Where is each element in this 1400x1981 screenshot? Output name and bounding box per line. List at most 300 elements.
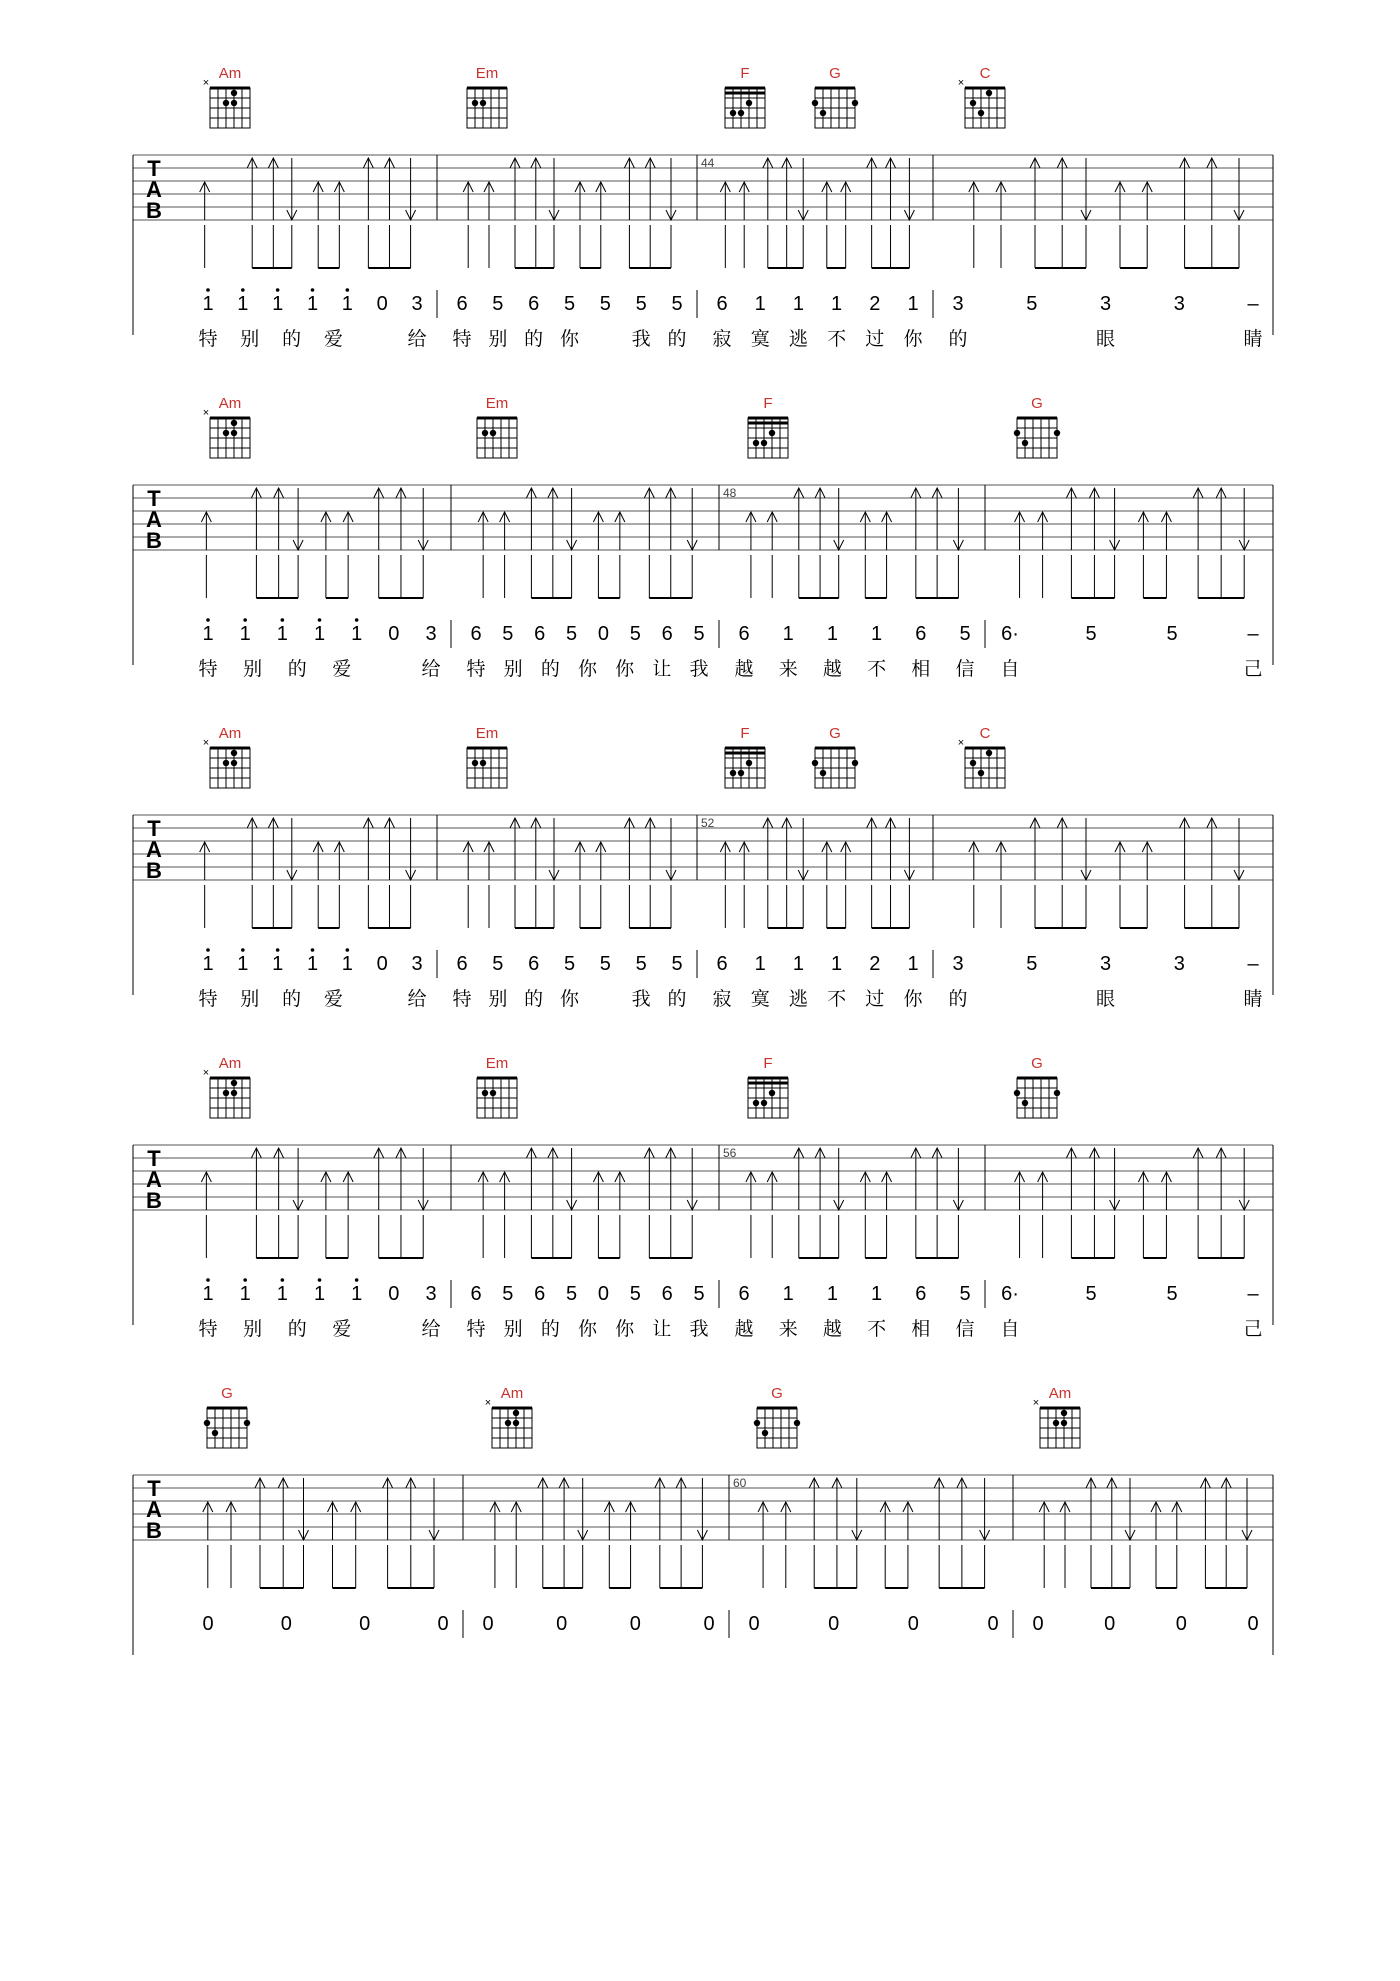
finger-dot (730, 110, 736, 116)
chord-name: G (829, 725, 841, 742)
lyric-char: 己 (1243, 1318, 1263, 1340)
lyric-char: 的 (287, 1318, 307, 1340)
finger-dot (746, 760, 752, 766)
chord-diagram (203, 65, 250, 128)
lyric-char: 我 (631, 988, 651, 1010)
jianpu-note: 1 (202, 293, 214, 315)
chord-diagram (467, 65, 507, 128)
jianpu-note: 5 (599, 953, 611, 975)
jianpu-note: 5 (671, 293, 683, 315)
mute-mark: × (202, 737, 210, 749)
lyric-char: 不 (867, 658, 887, 680)
jianpu-note: 5 (563, 293, 576, 315)
jianpu-note: 5 (959, 623, 971, 645)
finger-dot (204, 1420, 210, 1426)
jianpu-note: 5 (492, 953, 504, 975)
lyric-char: 特 (452, 328, 472, 350)
finger-dot (223, 100, 229, 106)
jianpu-note: 0 (828, 1613, 840, 1635)
lyric-char: 特 (198, 988, 218, 1010)
finger-dot (986, 90, 992, 96)
high-octave-dot (206, 1278, 210, 1282)
jianpu-note: 5 (1026, 953, 1038, 975)
jianpu-note: 6 (470, 623, 482, 645)
lyric-char: 爱 (323, 328, 343, 350)
jianpu-note: 0 (388, 1283, 400, 1305)
finger-dot (1054, 430, 1060, 436)
chord-diagram (203, 395, 250, 458)
lyric-char: 信 (955, 658, 975, 680)
lyric-char: 让 (652, 658, 672, 680)
lyric-char: 别 (240, 988, 260, 1010)
jianpu-note: 1 (272, 293, 284, 315)
lyric-char: 的 (948, 328, 968, 350)
jianpu-note: 5 (693, 1283, 705, 1305)
jianpu-note: 0 (597, 1283, 609, 1305)
chord-diagram (725, 65, 765, 128)
finger-dot (480, 760, 486, 766)
jianpu-note: 1 (341, 293, 353, 315)
tab-letter: A (146, 837, 162, 862)
mute-mark: × (202, 407, 210, 419)
lyric-char: 你 (577, 1318, 598, 1340)
chord-diagram (1033, 1385, 1080, 1448)
jianpu-note: 3 (411, 953, 423, 975)
lyric-char: 越 (822, 658, 842, 680)
jianpu-note: 0 (359, 1613, 371, 1635)
jianpu-note: 1 (351, 623, 363, 645)
jianpu-note: 5 (566, 623, 578, 645)
chord-diagram (958, 65, 1005, 128)
lyric-char: 我 (689, 658, 709, 680)
jianpu-note: 3 (952, 293, 964, 315)
chord-diagram (748, 1055, 788, 1118)
high-octave-dot (346, 948, 350, 952)
chord-name: F (763, 395, 773, 412)
jianpu-note: 6 (738, 623, 750, 645)
finger-dot (761, 440, 767, 446)
measure-number: 48 (723, 486, 737, 500)
mute-mark: × (484, 1397, 492, 1409)
jianpu-note: 5 (1085, 1283, 1097, 1305)
lyric-char: 相 (911, 1318, 931, 1340)
jianpu-note: 3 (425, 1283, 437, 1305)
high-octave-dot (355, 618, 359, 622)
lyric-char: 寂 (712, 988, 732, 1010)
jianpu-note: 0 (202, 1613, 214, 1635)
lyric-char: 别 (243, 658, 263, 680)
lyric-char: 你 (615, 658, 635, 680)
jianpu-note: 1 (871, 623, 883, 645)
tab-row (133, 1055, 1273, 1340)
lyric-char: 别 (503, 1318, 523, 1340)
jianpu-note: 1 (826, 1283, 838, 1305)
lyric-char: 的 (948, 988, 968, 1010)
jianpu-note: 5 (959, 1283, 971, 1305)
lyric-char: 的 (667, 988, 687, 1010)
lyric-char: 让 (652, 1318, 672, 1340)
finger-dot (513, 1410, 519, 1416)
lyric-char: 信 (955, 1318, 975, 1340)
lyric-char: 不 (827, 988, 847, 1010)
jianpu-note: 6 (528, 953, 540, 975)
jianpu-note: 0 (376, 293, 388, 315)
finger-dot (231, 1080, 237, 1086)
jianpu-note: 5 (502, 1283, 514, 1305)
finger-dot (761, 1100, 767, 1106)
finger-dot (231, 760, 237, 766)
tab-row (133, 725, 1273, 1010)
chord-name: F (740, 65, 750, 82)
jianpu-note: 5 (502, 623, 514, 645)
chord-name: Am (1048, 1385, 1072, 1402)
lyric-char: 爱 (332, 658, 352, 680)
tab-letter: T (147, 486, 161, 511)
high-octave-dot (276, 948, 280, 952)
mute-mark: × (202, 77, 210, 89)
finger-dot (1022, 1100, 1028, 1106)
finger-dot (812, 100, 818, 106)
jianpu-note: 3 (425, 623, 437, 645)
jianpu-note: 1 (313, 623, 326, 645)
tab-letter: B (146, 528, 162, 553)
high-octave-dot (241, 288, 245, 292)
jianpu-note: 6 (915, 1283, 927, 1305)
chord-diagram (754, 1385, 800, 1448)
chord-name: G (771, 1385, 783, 1402)
lyric-char: 我 (689, 1318, 709, 1340)
jianpu-note: 1 (306, 953, 319, 975)
high-octave-dot (206, 288, 210, 292)
finger-dot (753, 440, 759, 446)
finger-dot (769, 1090, 775, 1096)
lyric-char: 你 (903, 988, 923, 1010)
finger-dot (986, 750, 992, 756)
jianpu-note: 1 (239, 623, 251, 645)
jianpu-note: 6 (661, 1283, 673, 1305)
jianpu-note: 5 (635, 293, 647, 315)
jianpu-note: 5 (693, 623, 705, 645)
tab-row (133, 65, 1273, 350)
jianpu-note: 0 (1032, 1613, 1044, 1635)
jianpu-note: 3 (1173, 953, 1185, 975)
chord-diagram (485, 1385, 532, 1448)
finger-dot (231, 750, 237, 756)
finger-dot (1053, 1420, 1059, 1426)
jianpu-note: 6 (716, 953, 728, 975)
jianpu-note: 1 (276, 1283, 288, 1305)
finger-dot (738, 110, 744, 116)
measure-number: 56 (723, 1146, 737, 1160)
chord-name: F (763, 1055, 773, 1072)
jianpu-note: 1 (831, 953, 843, 975)
tab-letter: A (146, 177, 162, 202)
lyric-char: 逃 (788, 988, 808, 1010)
jianpu-note: 1 (202, 1283, 214, 1305)
lyric-char: 寞 (750, 328, 770, 350)
lyric-char: 越 (734, 658, 754, 680)
tab-letter: T (147, 1146, 161, 1171)
finger-dot (738, 770, 744, 776)
jianpu-note: 1 (351, 1283, 363, 1305)
jianpu-note: 5 (635, 953, 647, 975)
jianpu-note: 1 (341, 953, 353, 975)
jianpu-note: 5 (1026, 293, 1038, 315)
jianpu-note: – (1247, 293, 1259, 315)
finger-dot (482, 430, 488, 436)
jianpu-note: 1 (202, 953, 214, 975)
jianpu-note: 1 (313, 1283, 326, 1305)
high-octave-dot (311, 948, 315, 952)
jianpu-note: – (1247, 953, 1259, 975)
jianpu-note: 0 (376, 953, 388, 975)
chord-name: G (1031, 1055, 1043, 1072)
finger-dot (852, 760, 858, 766)
jianpu-note: 0 (388, 623, 400, 645)
finger-dot (852, 100, 858, 106)
high-octave-dot (318, 618, 322, 622)
finger-dot (490, 1090, 496, 1096)
finger-dot (480, 100, 486, 106)
chord-name: Em (475, 65, 499, 82)
jianpu-note: 5 (563, 953, 576, 975)
high-octave-dot (206, 948, 210, 952)
finger-dot (212, 1430, 218, 1436)
finger-dot (794, 1420, 800, 1426)
chord-name: C (979, 65, 991, 82)
chord-name: C (979, 725, 991, 742)
chord-name: Am (500, 1385, 524, 1402)
jianpu-note: 1 (907, 293, 919, 315)
lyric-char: 自 (1000, 1318, 1020, 1340)
jianpu-note: 0 (987, 1613, 999, 1635)
measure-number: 44 (701, 156, 715, 170)
tab-letter: B (146, 198, 162, 223)
high-octave-dot (243, 1278, 247, 1282)
finger-dot (490, 430, 496, 436)
lyric-char: 来 (778, 658, 798, 680)
jianpu-note: 1 (754, 293, 766, 315)
finger-dot (223, 430, 229, 436)
finger-dot (820, 110, 826, 116)
jianpu-note: 0 (1247, 1613, 1259, 1635)
lyric-char: 来 (778, 1318, 798, 1340)
finger-dot (231, 430, 237, 436)
jianpu-note: 0 (748, 1613, 760, 1635)
finger-dot (769, 430, 775, 436)
chord-name: Em (475, 725, 499, 742)
lyric-char: 给 (407, 988, 427, 1010)
lyric-char: 特 (198, 1318, 218, 1340)
finger-dot (505, 1420, 511, 1426)
chord-name: Am (218, 65, 242, 82)
finger-dot (812, 760, 818, 766)
jianpu-note: 6 (470, 1283, 482, 1305)
lyric-char: 你 (615, 1318, 635, 1340)
jianpu-note: 2 (869, 293, 881, 315)
lyric-char: 的 (524, 988, 544, 1010)
lyric-char: 寞 (750, 988, 770, 1010)
lyric-char: 不 (827, 328, 847, 350)
jianpu-note: 5 (1085, 623, 1097, 645)
finger-dot (970, 760, 976, 766)
lyric-char: 的 (524, 328, 544, 350)
mute-mark: × (957, 77, 965, 89)
jianpu-note: 6 (534, 623, 546, 645)
finger-dot (1061, 1410, 1067, 1416)
jianpu-note: 1 (782, 1283, 794, 1305)
finger-dot (978, 770, 984, 776)
lyric-char: 你 (903, 328, 923, 350)
finger-dot (472, 100, 478, 106)
chord-diagram (204, 1385, 250, 1448)
high-octave-dot (243, 618, 247, 622)
jianpu-note: 6 (456, 953, 468, 975)
jianpu-note: 5 (566, 1283, 578, 1305)
finger-dot (1014, 1090, 1020, 1096)
measure-number: 60 (733, 1476, 747, 1490)
finger-dot (482, 1090, 488, 1096)
tab-letter: T (147, 156, 161, 181)
jianpu-note: 6 (528, 293, 540, 315)
jianpu-note: 1 (831, 293, 843, 315)
finger-dot (244, 1420, 250, 1426)
jianpu-note: 6 (915, 623, 927, 645)
finger-dot (820, 770, 826, 776)
lyric-char: 别 (240, 328, 260, 350)
jianpu-note: 1 (202, 623, 214, 645)
jianpu-note: 6 (716, 293, 728, 315)
tab-letter: B (146, 1188, 162, 1213)
chord-name: Em (485, 395, 509, 412)
lyric-char: 我 (631, 328, 651, 350)
chord-diagram (812, 725, 858, 788)
jianpu-note: 3 (1099, 293, 1112, 315)
tab-letter: T (147, 816, 161, 841)
jianpu-note: 5 (671, 953, 683, 975)
lyric-char: 越 (734, 1318, 754, 1340)
jianpu-note: 1 (237, 293, 249, 315)
jianpu-note: 1 (826, 623, 838, 645)
lyric-char: 你 (559, 328, 580, 350)
lyric-char: 别 (488, 328, 508, 350)
jianpu-note: 0 (556, 1613, 568, 1635)
chord-diagram (748, 395, 788, 458)
finger-dot (1061, 1420, 1067, 1426)
chord-diagram (1014, 395, 1060, 458)
jianpu-note: 6· (1001, 1283, 1019, 1305)
high-octave-dot (281, 1278, 285, 1282)
jianpu-note: 3 (952, 953, 964, 975)
jianpu-note: 1 (907, 953, 919, 975)
lyric-char: 越 (822, 1318, 842, 1340)
chord-name: Em (485, 1055, 509, 1072)
finger-dot (762, 1430, 768, 1436)
jianpu-note: 6 (534, 1283, 546, 1305)
jianpu-note: 0 (437, 1613, 449, 1635)
lyric-char: 己 (1243, 658, 1263, 680)
lyric-char: 的 (540, 1318, 560, 1340)
chord-diagram (725, 725, 765, 788)
high-octave-dot (241, 948, 245, 952)
lyric-char: 的 (282, 328, 302, 350)
chord-diagram (812, 65, 858, 128)
lyric-char: 你 (559, 988, 580, 1010)
mute-mark: × (1032, 1397, 1040, 1409)
jianpu-note: 6· (1001, 623, 1019, 645)
chord-diagram (477, 395, 517, 458)
lyric-char: 给 (421, 1318, 441, 1340)
lyric-char: 的 (540, 658, 560, 680)
high-octave-dot (311, 288, 315, 292)
chord-name: G (1031, 395, 1043, 412)
jianpu-note: 0 (280, 1613, 292, 1635)
chord-diagram (958, 725, 1005, 788)
finger-dot (746, 100, 752, 106)
lyric-char: 特 (452, 988, 472, 1010)
lyric-char: 自 (1000, 658, 1020, 680)
tab-letter: A (146, 1167, 162, 1192)
jianpu-note: 1 (754, 953, 766, 975)
finger-dot (231, 420, 237, 426)
chord-name: G (829, 65, 841, 82)
lyric-char: 眼 (1095, 988, 1116, 1010)
lyric-char: 爱 (332, 1318, 352, 1340)
mute-mark: × (202, 1067, 210, 1079)
jianpu-note: 1 (306, 293, 319, 315)
jianpu-note: 1 (792, 953, 804, 975)
chord-name: G (221, 1385, 233, 1402)
chord-name: Am (218, 1055, 242, 1072)
lyric-char: 特 (466, 1318, 486, 1340)
jianpu-note: 6 (738, 1283, 750, 1305)
finger-dot (231, 100, 237, 106)
finger-dot (223, 760, 229, 766)
high-octave-dot (276, 288, 280, 292)
lyric-char: 眼 (1095, 328, 1116, 350)
finger-dot (730, 770, 736, 776)
finger-dot (231, 1090, 237, 1096)
jianpu-note: 0 (907, 1613, 919, 1635)
jianpu-note: 0 (703, 1613, 715, 1635)
finger-dot (754, 1420, 760, 1426)
high-octave-dot (281, 618, 285, 622)
jianpu-note: 2 (869, 953, 881, 975)
tab-letter: T (147, 1476, 161, 1501)
lyric-char: 你 (577, 658, 598, 680)
lyric-char: 逃 (788, 328, 808, 350)
tab-letter: B (146, 858, 162, 883)
finger-dot (970, 100, 976, 106)
jianpu-note: 3 (1173, 293, 1185, 315)
jianpu-note: 1 (237, 953, 249, 975)
finger-dot (753, 1100, 759, 1106)
jianpu-note: 5 (1166, 1283, 1178, 1305)
tab-letter: A (146, 1497, 162, 1522)
high-octave-dot (346, 288, 350, 292)
lyric-char: 别 (243, 1318, 263, 1340)
high-octave-dot (206, 618, 210, 622)
lyric-char: 不 (867, 1318, 887, 1340)
jianpu-note: 5 (629, 623, 641, 645)
jianpu-note: 5 (1166, 623, 1178, 645)
lyric-char: 相 (911, 658, 931, 680)
lyric-char: 特 (466, 658, 486, 680)
jianpu-note: – (1247, 1283, 1259, 1305)
jianpu-note: 0 (629, 1613, 641, 1635)
jianpu-note: 0 (597, 623, 609, 645)
lyric-char: 的 (667, 328, 687, 350)
